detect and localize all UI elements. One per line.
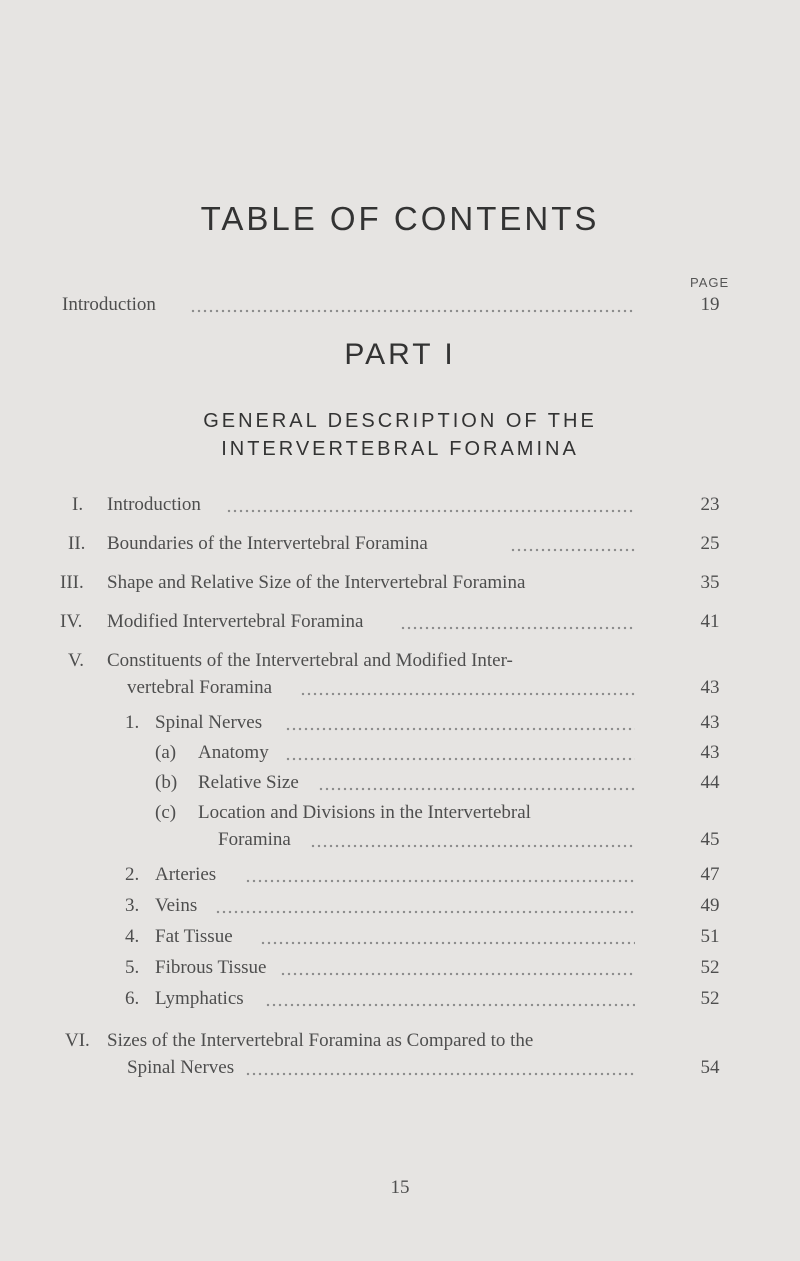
entry-text: Relative Size [198,772,299,793]
dot-leader [215,908,635,916]
toc-entry [0,650,800,676]
dot-leader [245,877,635,885]
entry-page: 54 [700,1057,720,1078]
toc-intro-row [0,294,800,320]
toc-intro-label: Introduction [62,294,156,315]
section-heading-line2: INTERVERTEBRAL FORAMINA [221,438,579,460]
toc-entry [0,1030,800,1056]
toc-subentry [0,988,800,1014]
page-title: TABLE OF CONTENTS [200,200,600,237]
entry-text: Modified Intervertebral Foramina [107,611,364,632]
toc-subsubentry [0,802,800,828]
entry-page: 25 [700,533,720,554]
entry-page: 49 [700,895,720,916]
toc-entry [0,533,800,559]
entry-text: Veins [155,895,198,916]
dot-leader [190,307,635,315]
entry-text: Shape and Relative Size of the Intervertebral Foramina [107,572,526,593]
entry-text: Fat Tissue [155,926,233,947]
page-number: 15 [390,1177,410,1198]
entry-number: I. [72,494,84,515]
entry-page: 52 [700,988,720,1009]
dot-leader [300,690,635,698]
entry-text: Arteries [155,864,217,885]
entry-number: IV. [60,611,83,632]
dot-leader [285,725,635,733]
page-column-label: PAGE [690,275,730,290]
entry-number: VI. [65,1030,90,1051]
part-label: PART I [344,338,456,371]
dot-leader [265,1001,635,1009]
toc-subentry [0,926,800,952]
dot-leader [318,785,635,793]
entry-page: 47 [700,864,720,885]
entry-text: Sizes of the Intervertebral Foramina as Compared to the [107,1030,534,1051]
entry-number: 1. [125,712,140,733]
entry-text: Foramina [218,829,291,850]
entry-number: (b) [155,772,178,793]
toc-entry-continuation [0,1057,800,1083]
toc-intro-page: 19 [700,294,720,315]
entry-text: Anatomy [198,742,269,763]
toc-entry [0,611,800,637]
section-heading-line1: GENERAL DESCRIPTION OF THE [203,410,597,432]
entry-text: Lymphatics [155,988,244,1009]
entry-text: Introduction [107,494,201,515]
entry-number: 4. [125,926,140,947]
entry-page: 45 [700,829,720,850]
toc-subentry [0,712,800,738]
toc-subsubentry [0,772,800,798]
entry-number: 2. [125,864,140,885]
entry-page: 43 [700,712,720,733]
entry-page: 41 [700,611,720,632]
dot-leader [285,755,635,763]
toc-subentry [0,957,800,983]
dot-leader [310,842,635,850]
entry-text: Spinal Nerves [155,712,263,733]
entry-number: III. [60,572,84,593]
dot-leader [226,507,635,515]
entry-number: V. [68,650,85,671]
entry-page: 43 [700,677,720,698]
entry-text: Boundaries of the Intervertebral Foramina [107,533,428,554]
entry-number: (a) [155,742,177,763]
entry-page: 35 [700,572,720,593]
entry-number: (c) [155,802,177,823]
toc-entry [0,572,800,598]
dot-leader [280,970,635,978]
dot-leader [510,546,635,554]
entry-text: Fibrous Tissue [155,957,267,978]
dot-leader [245,1070,635,1078]
entry-number: 5. [125,957,140,978]
entry-text: Spinal Nerves [127,1057,235,1078]
toc-entry-continuation [0,829,800,855]
toc-subentry [0,895,800,921]
entry-page: 44 [700,772,720,793]
toc-subentry [0,864,800,890]
entry-text: Constituents of the Intervertebral and Modified Inter- [107,650,513,671]
entry-number: 6. [125,988,140,1009]
toc-subsubentry [0,742,800,768]
entry-text: Location and Divisions in the Intervertebral [198,802,531,823]
toc-entry-continuation [0,677,800,703]
entry-text: vertebral Foramina [127,677,273,698]
entry-page: 43 [700,742,720,763]
entry-number: 3. [125,895,140,916]
dot-leader [400,624,635,632]
dot-leader [260,939,635,947]
entry-page: 23 [700,494,720,515]
toc-entry [0,494,800,520]
entry-number: II. [68,533,86,554]
entry-page: 51 [700,926,720,947]
entry-page: 52 [700,957,720,978]
